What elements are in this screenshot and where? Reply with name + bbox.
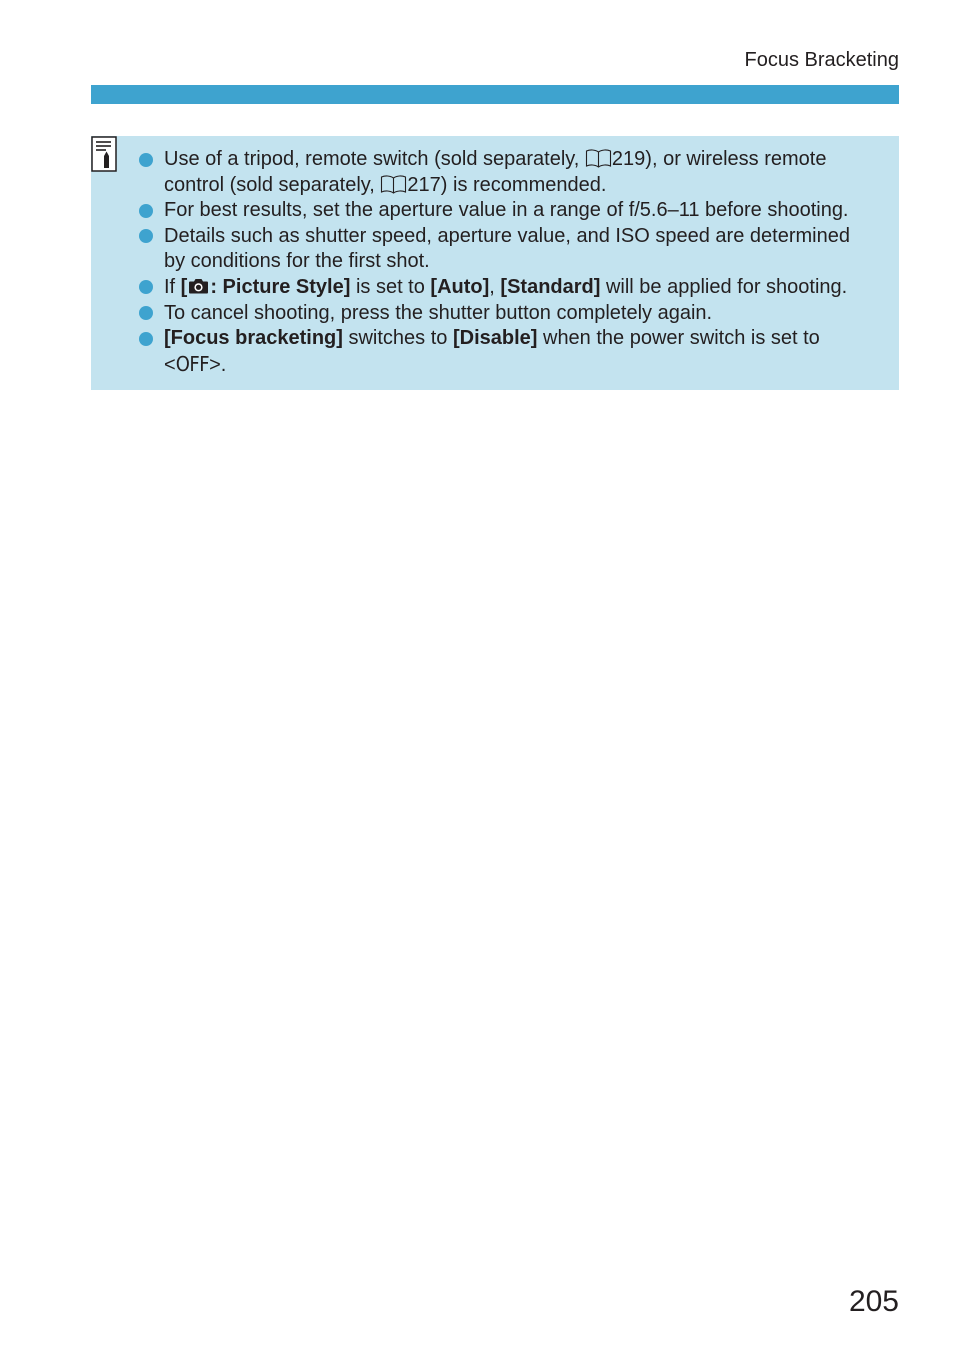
- list-item: If [ : Picture Style] is set to [Auto], [Standard] will be applied for shooting.: [138, 275, 884, 301]
- setting-name: [Focus bracketing]: [164, 327, 343, 350]
- option-name: [Auto]: [430, 275, 490, 298]
- setting-value: [Disable]: [452, 327, 538, 350]
- option-name: [Standard]: [500, 275, 601, 298]
- section-header-bar: [91, 85, 899, 104]
- book-reference-icon: [585, 148, 612, 168]
- page-reference[interactable]: 217: [407, 173, 441, 196]
- menu-name: : Picture Style]: [210, 275, 351, 298]
- bullet-icon: [139, 229, 153, 243]
- list-item: Details such as shutter speed, aperture value, and ISO speed are determined by conditions for the first shot.: [138, 224, 884, 275]
- page-reference[interactable]: 219: [611, 148, 646, 170]
- bullet-icon: [139, 306, 153, 320]
- bullet-icon: [139, 332, 153, 346]
- list-item: To cancel shooting, press the shutter button completely again.: [138, 301, 884, 327]
- list-item: For best results, set the aperture value in a range of f/5.6–11 before shooting.: [138, 198, 884, 224]
- note-list: [138, 147, 884, 378]
- bullet-icon: [139, 280, 153, 294]
- note-box: [91, 136, 899, 390]
- book-reference-icon: [380, 174, 407, 194]
- bullet-icon: [139, 204, 153, 218]
- list-item: [Focus bracketing] switches to [Disable] when the power switch is set to <OFF>.: [138, 326, 884, 378]
- bullet-icon: [139, 153, 153, 167]
- list-item: Use of a tripod, remote switch (sold separately, 219), or wireless remote control (sold separately, 217) is recommended.: [138, 147, 884, 198]
- section-title: Focus Bracketing: [744, 49, 899, 71]
- page-number: 205: [848, 1285, 899, 1318]
- memo-icon: [91, 136, 117, 172]
- camera-icon: [188, 278, 209, 294]
- menu-bracket: [: [180, 275, 188, 298]
- power-off-symbol: OFF: [175, 351, 210, 376]
